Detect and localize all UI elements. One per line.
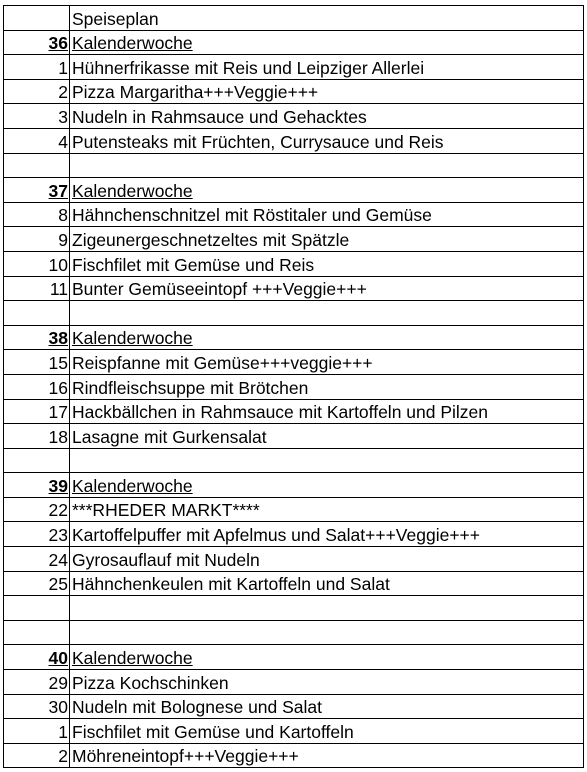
dish-name-cell: Fischfilet mit Gemüse und Kartoffeln [70, 719, 584, 744]
dish-row [4, 719, 584, 744]
day-number-cell: 8 [4, 202, 70, 227]
dish-name-cell: Möhreneintopf+++Veggie+++ [70, 743, 584, 768]
week-label-cell: Kalenderwoche [70, 178, 584, 203]
blank-row [4, 448, 584, 473]
dish-row [4, 670, 584, 695]
dish-name-cell: Nudeln mit Bolognese und Salat [70, 694, 584, 719]
dish-row [4, 276, 584, 301]
week-header-row [4, 325, 584, 350]
day-number-cell: 25 [4, 571, 70, 596]
day-number-cell: 29 [4, 670, 70, 695]
dish-name-cell: Kartoffelpuffer mit Apfelmus und Salat+++Veggie+++ [70, 522, 584, 547]
day-number-cell: 10 [4, 251, 70, 276]
day-number-cell: 18 [4, 424, 70, 449]
blank-row [4, 153, 584, 178]
week-label-cell: Kalenderwoche [70, 325, 584, 350]
week-label-cell: Kalenderwoche [70, 30, 584, 55]
day-number-cell: 2 [4, 743, 70, 768]
dish-name-cell: Hühnerfrikasse mit Reis und Leipziger Allerlei [70, 55, 584, 80]
number-cell [4, 448, 70, 473]
week-header-row [4, 178, 584, 203]
dish-name-cell: Putensteaks mit Früchten, Currysauce und Reis [70, 128, 584, 153]
dish-name-cell: Rindfleischsuppe mit Brötchen [70, 374, 584, 399]
day-number-cell: 24 [4, 547, 70, 572]
dish-row [4, 128, 584, 153]
menu-table [3, 5, 584, 768]
day-number-cell: 4 [4, 128, 70, 153]
dish-row [4, 227, 584, 252]
week-label-cell: Kalenderwoche [70, 473, 584, 498]
week-number-cell: 36 [4, 30, 70, 55]
number-cell [4, 596, 70, 621]
dish-name-cell: Zigeunergeschnetzeltes mit Spätzle [70, 227, 584, 252]
menu-table-body [4, 6, 584, 768]
dish-name-cell: Pizza Kochschinken [70, 670, 584, 695]
day-number-cell: 15 [4, 350, 70, 375]
dish-name-cell: Nudeln in Rahmsauce und Gehacktes [70, 104, 584, 129]
text-cell [70, 301, 584, 326]
header-row [4, 6, 584, 31]
blank-row [4, 596, 584, 621]
day-number-cell: 9 [4, 227, 70, 252]
number-cell [4, 620, 70, 645]
week-header-row [4, 473, 584, 498]
text-cell [70, 153, 584, 178]
dish-row [4, 424, 584, 449]
week-number-cell: 40 [4, 645, 70, 670]
week-number-cell: 37 [4, 178, 70, 203]
day-number-cell: 11 [4, 276, 70, 301]
day-number-cell: 1 [4, 719, 70, 744]
day-number-cell: 16 [4, 374, 70, 399]
week-label-cell: Kalenderwoche [70, 645, 584, 670]
dish-row [4, 694, 584, 719]
dish-row [4, 522, 584, 547]
dish-name-cell: Hähnchenschnitzel mit Röstitaler und Gemüse [70, 202, 584, 227]
dish-row [4, 251, 584, 276]
day-number-cell: 2 [4, 79, 70, 104]
sheet-title-cell: Speiseplan [70, 6, 584, 31]
week-header-row [4, 30, 584, 55]
week-number-cell: 39 [4, 473, 70, 498]
dish-name-cell: Pizza Margaritha+++Veggie+++ [70, 79, 584, 104]
number-cell [4, 153, 70, 178]
blank-row [4, 301, 584, 326]
dish-row [4, 202, 584, 227]
dish-row [4, 104, 584, 129]
number-cell [4, 301, 70, 326]
day-number-cell: 3 [4, 104, 70, 129]
day-number-cell: 22 [4, 497, 70, 522]
dish-row [4, 350, 584, 375]
dish-row [4, 571, 584, 596]
dish-name-cell: Bunter Gemüseeintopf +++Veggie+++ [70, 276, 584, 301]
number-cell [4, 6, 70, 31]
day-number-cell: 17 [4, 399, 70, 424]
dish-row [4, 399, 584, 424]
dish-name-cell: Lasagne mit Gurkensalat [70, 424, 584, 449]
blank-row [4, 620, 584, 645]
dish-name-cell: Hähnchenkeulen mit Kartoffeln und Salat [70, 571, 584, 596]
dish-row [4, 743, 584, 768]
day-number-cell: 1 [4, 55, 70, 80]
text-cell [70, 596, 584, 621]
week-number-cell: 38 [4, 325, 70, 350]
day-number-cell: 23 [4, 522, 70, 547]
dish-name-cell: Reispfanne mit Gemüse+++veggie+++ [70, 350, 584, 375]
dish-row [4, 497, 584, 522]
week-header-row [4, 645, 584, 670]
dish-row [4, 55, 584, 80]
text-cell [70, 620, 584, 645]
text-cell [70, 448, 584, 473]
dish-name-cell: Hackbällchen in Rahmsauce mit Kartoffeln und Pilzen [70, 399, 584, 424]
day-number-cell: 30 [4, 694, 70, 719]
dish-row [4, 547, 584, 572]
dish-name-cell: Fischfilet mit Gemüse und Reis [70, 251, 584, 276]
dish-name-cell: ***RHEDER MARKT**** [70, 497, 584, 522]
dish-name-cell: Gyrosauflauf mit Nudeln [70, 547, 584, 572]
dish-row [4, 374, 584, 399]
dish-row [4, 79, 584, 104]
